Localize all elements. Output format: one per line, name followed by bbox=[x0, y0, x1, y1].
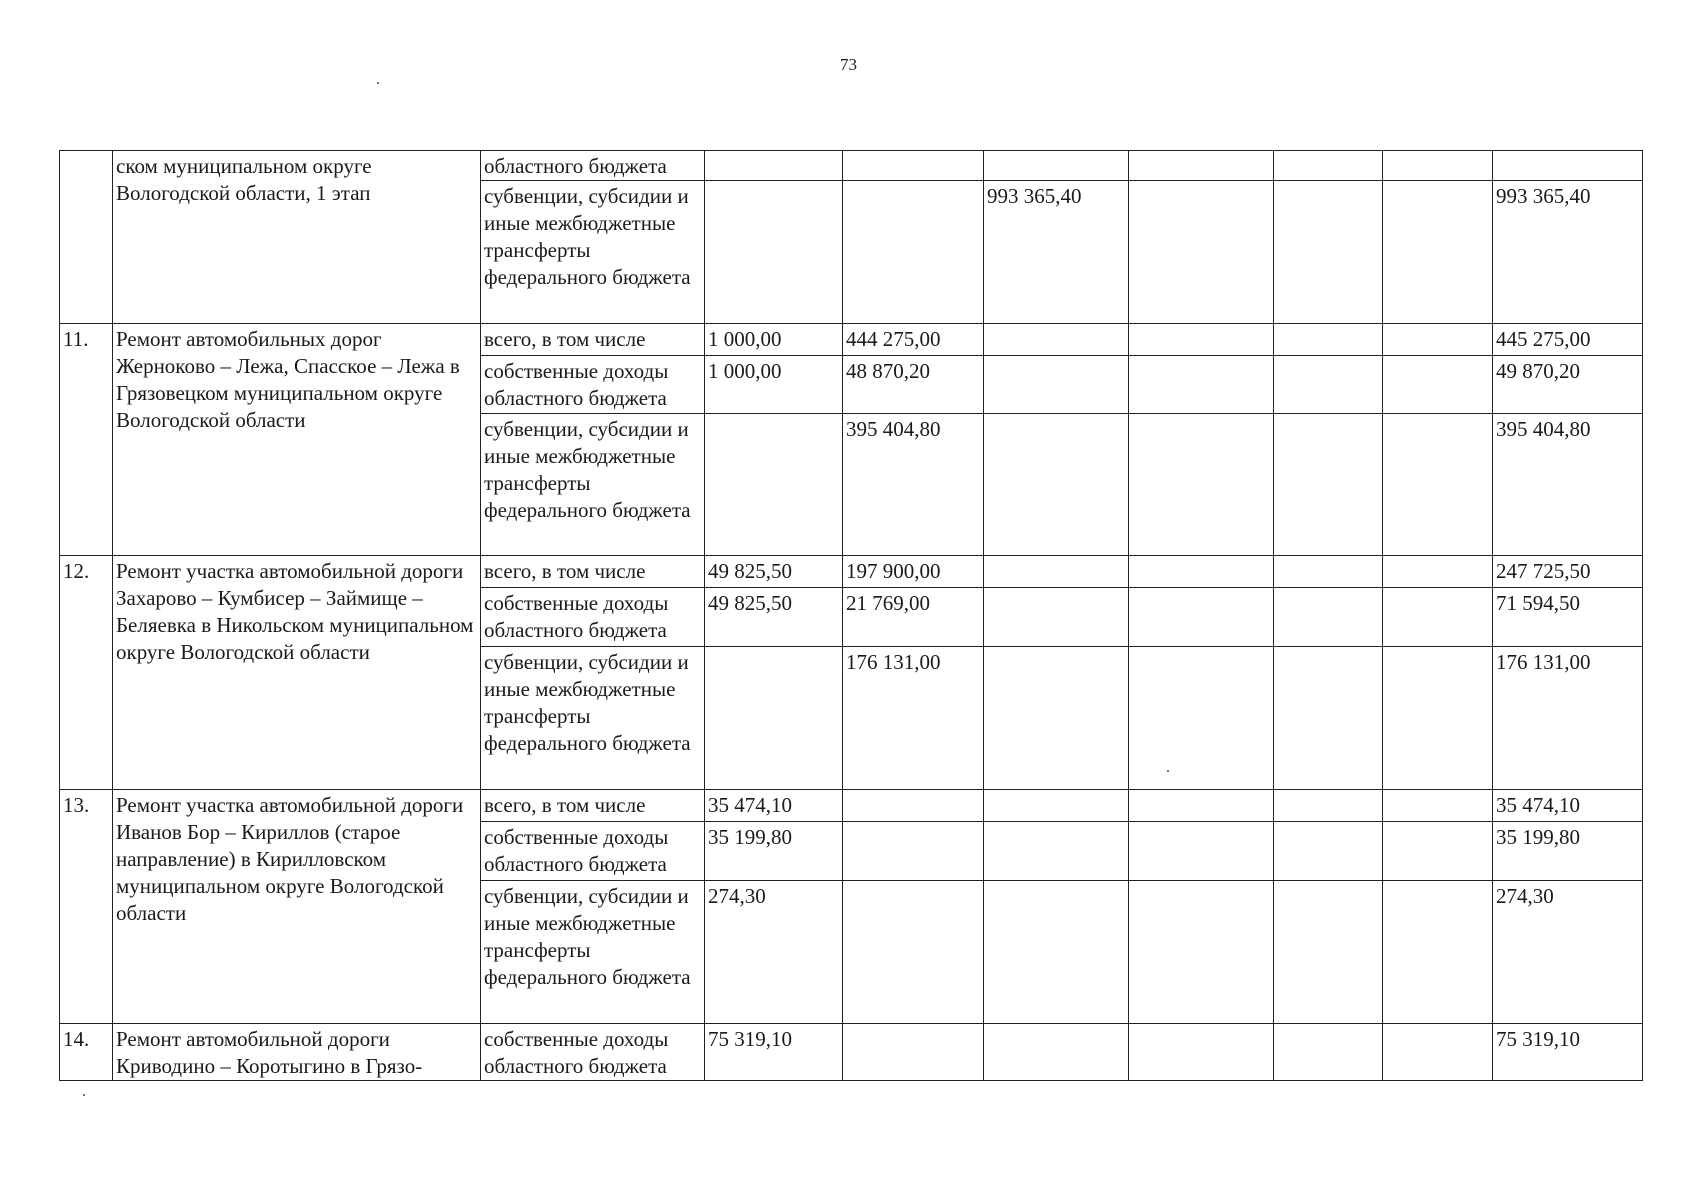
table-row bbox=[60, 1024, 1643, 1081]
scan-speck bbox=[377, 82, 379, 84]
amount-value-cell bbox=[984, 1024, 1129, 1081]
amount-value-cell bbox=[1129, 822, 1274, 881]
scan-speck bbox=[83, 1094, 85, 1096]
budget-table-body bbox=[60, 151, 1643, 1081]
funding-source-cell: собственные доходы областного бюджета bbox=[481, 1024, 705, 1081]
amount-value-cell bbox=[984, 790, 1129, 822]
object-name-cell: Ремонт участка автомобильной дороги Захарово – Кумбисер – Займище – Беляевка в Никольском муниципальном округе Вологодской области bbox=[113, 556, 481, 790]
amount-value-cell bbox=[1274, 588, 1383, 647]
total-value-cell: 247 725,50 bbox=[1493, 556, 1643, 588]
funding-source-cell: субвенции, субсидии и иные межбюджетные трансферты федерального бюджета bbox=[481, 181, 705, 324]
amount-value-cell bbox=[843, 790, 984, 822]
amount-value-cell bbox=[1129, 356, 1274, 414]
total-value-cell: 71 594,50 bbox=[1493, 588, 1643, 647]
amount-value-cell bbox=[1129, 647, 1274, 790]
amount-value-cell bbox=[1129, 414, 1274, 556]
funding-source-cell: собственные доходы областного бюджета bbox=[481, 356, 705, 414]
amount-value-cell bbox=[1383, 356, 1493, 414]
amount-value-cell bbox=[843, 181, 984, 324]
budget-table bbox=[59, 150, 1643, 1081]
funding-source-cell: всего, в том числе bbox=[481, 790, 705, 822]
amount-value-cell bbox=[1274, 881, 1383, 1024]
funding-source-cell: субвенции, субсидии и иные межбюджетные трансферты федерального бюджета bbox=[481, 881, 705, 1024]
amount-value-cell: 21 769,00 bbox=[843, 588, 984, 647]
object-name-cell: ском муниципальном округе Вологодской области, 1 этап bbox=[113, 151, 481, 324]
total-value-cell: 35 474,10 bbox=[1493, 790, 1643, 822]
total-value-cell: 75 319,10 bbox=[1493, 1024, 1643, 1081]
amount-value-cell bbox=[1274, 556, 1383, 588]
row-number-cell: 11. bbox=[60, 324, 113, 556]
amount-value-cell bbox=[984, 588, 1129, 647]
amount-value-cell bbox=[1383, 324, 1493, 356]
amount-value-cell bbox=[1274, 181, 1383, 324]
amount-value-cell: 35 199,80 bbox=[705, 822, 843, 881]
amount-value-cell bbox=[1383, 790, 1493, 822]
total-value-cell: 993 365,40 bbox=[1493, 181, 1643, 324]
amount-value-cell bbox=[984, 356, 1129, 414]
amount-value-cell bbox=[1383, 588, 1493, 647]
row-number-cell: 14. bbox=[60, 1024, 113, 1081]
amount-value-cell bbox=[1274, 1024, 1383, 1081]
amount-value-cell bbox=[1274, 822, 1383, 881]
amount-value-cell bbox=[843, 822, 984, 881]
amount-value-cell bbox=[1274, 414, 1383, 556]
amount-value-cell: 1 000,00 bbox=[705, 324, 843, 356]
page-number: 73 bbox=[840, 55, 857, 74]
table-row bbox=[60, 324, 1643, 356]
amount-value-cell bbox=[1129, 181, 1274, 324]
amount-value-cell bbox=[984, 151, 1129, 181]
amount-value-cell: 176 131,00 bbox=[843, 647, 984, 790]
amount-value-cell bbox=[984, 414, 1129, 556]
amount-value-cell bbox=[1129, 1024, 1274, 1081]
funding-source-cell: субвенции, субсидии и иные межбюджетные трансферты федерального бюджета bbox=[481, 414, 705, 556]
amount-value-cell bbox=[1129, 881, 1274, 1024]
amount-value-cell bbox=[843, 1024, 984, 1081]
total-value-cell: 274,30 bbox=[1493, 881, 1643, 1024]
amount-value-cell bbox=[1129, 790, 1274, 822]
amount-value-cell bbox=[1274, 356, 1383, 414]
amount-value-cell: 49 825,50 bbox=[705, 556, 843, 588]
amount-value-cell bbox=[705, 181, 843, 324]
amount-value-cell: 993 365,40 bbox=[984, 181, 1129, 324]
funding-source-cell: областного бюджета bbox=[481, 151, 705, 181]
amount-value-cell: 1 000,00 bbox=[705, 356, 843, 414]
amount-value-cell bbox=[1129, 324, 1274, 356]
amount-value-cell bbox=[984, 881, 1129, 1024]
table-row bbox=[60, 151, 1643, 181]
amount-value-cell: 35 474,10 bbox=[705, 790, 843, 822]
amount-value-cell: 197 900,00 bbox=[843, 556, 984, 588]
amount-value-cell bbox=[1383, 647, 1493, 790]
amount-value-cell bbox=[1274, 151, 1383, 181]
total-value-cell bbox=[1493, 151, 1643, 181]
table-row bbox=[60, 556, 1643, 588]
amount-value-cell bbox=[1383, 1024, 1493, 1081]
total-value-cell: 35 199,80 bbox=[1493, 822, 1643, 881]
amount-value-cell bbox=[705, 647, 843, 790]
amount-value-cell bbox=[705, 151, 843, 181]
amount-value-cell bbox=[1383, 181, 1493, 324]
funding-source-cell: собственные доходы областного бюджета bbox=[481, 822, 705, 881]
amount-value-cell bbox=[1383, 881, 1493, 1024]
amount-value-cell bbox=[1274, 324, 1383, 356]
amount-value-cell bbox=[1274, 647, 1383, 790]
amount-value-cell: 48 870,20 bbox=[843, 356, 984, 414]
funding-source-cell: всего, в том числе bbox=[481, 556, 705, 588]
amount-value-cell bbox=[1274, 790, 1383, 822]
total-value-cell: 176 131,00 bbox=[1493, 647, 1643, 790]
amount-value-cell bbox=[984, 822, 1129, 881]
funding-source-cell: субвенции, субсидии и иные межбюджетные трансферты федерального бюджета bbox=[481, 647, 705, 790]
funding-source-cell: собственные доходы областного бюджета bbox=[481, 588, 705, 647]
amount-value-cell bbox=[1129, 556, 1274, 588]
scan-speck bbox=[1167, 770, 1169, 772]
amount-value-cell bbox=[1129, 588, 1274, 647]
amount-value-cell bbox=[1129, 151, 1274, 181]
amount-value-cell bbox=[1383, 822, 1493, 881]
row-number-cell: 12. bbox=[60, 556, 113, 790]
amount-value-cell: 395 404,80 bbox=[843, 414, 984, 556]
total-value-cell: 395 404,80 bbox=[1493, 414, 1643, 556]
amount-value-cell bbox=[1383, 151, 1493, 181]
amount-value-cell: 75 319,10 bbox=[705, 1024, 843, 1081]
amount-value-cell bbox=[984, 324, 1129, 356]
amount-value-cell bbox=[843, 881, 984, 1024]
object-name-cell: Ремонт участка автомобильной дороги Иванов Бор – Кириллов (старое направление) в Кирилловском муниципальном округе Вологодской области bbox=[113, 790, 481, 1024]
amount-value-cell: 444 275,00 bbox=[843, 324, 984, 356]
total-value-cell: 49 870,20 bbox=[1493, 356, 1643, 414]
funding-source-cell: всего, в том числе bbox=[481, 324, 705, 356]
object-name-cell: Ремонт автомобильной дороги Криводино – Коротыгино в Грязо- bbox=[113, 1024, 481, 1081]
amount-value-cell: 274,30 bbox=[705, 881, 843, 1024]
amount-value-cell bbox=[705, 414, 843, 556]
amount-value-cell bbox=[1383, 556, 1493, 588]
table-row bbox=[60, 790, 1643, 822]
amount-value-cell bbox=[984, 647, 1129, 790]
amount-value-cell bbox=[1383, 414, 1493, 556]
amount-value-cell bbox=[843, 151, 984, 181]
amount-value-cell: 49 825,50 bbox=[705, 588, 843, 647]
object-name-cell: Ремонт автомобильных дорог Жерноково – Лежа, Спасское – Лежа в Грязовецком муниципальном округе Вологодской области bbox=[113, 324, 481, 556]
amount-value-cell bbox=[984, 556, 1129, 588]
row-number-cell bbox=[60, 151, 113, 324]
total-value-cell: 445 275,00 bbox=[1493, 324, 1643, 356]
row-number-cell: 13. bbox=[60, 790, 113, 1024]
